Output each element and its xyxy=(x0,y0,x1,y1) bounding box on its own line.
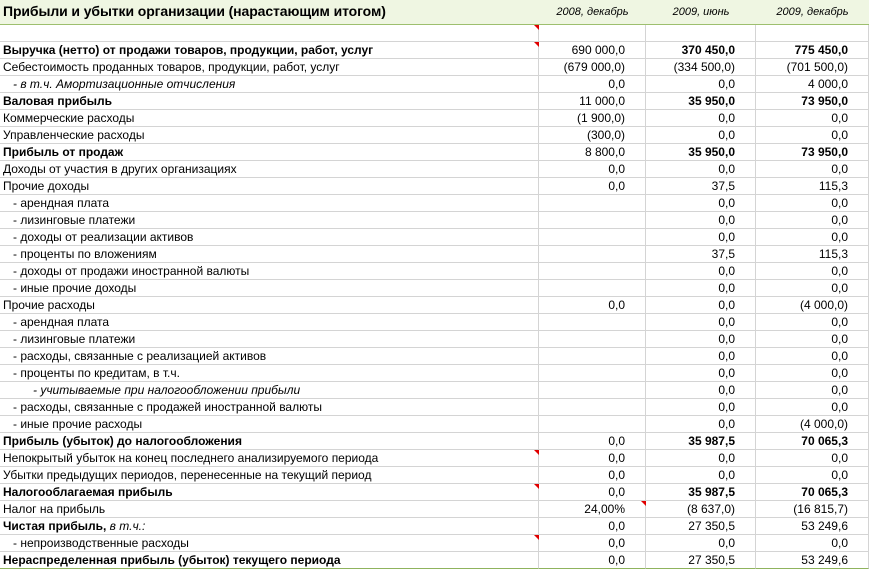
table-row xyxy=(0,161,869,178)
comment-indicator[interactable] xyxy=(534,484,539,489)
row-label[interactable]: - в т.ч. Амортизационные отчисления xyxy=(0,76,539,93)
value-2009-jun[interactable]: 0,0 xyxy=(646,161,756,178)
row-label[interactable]: Непокрытый убыток на конец последнего анализируемого периода xyxy=(0,450,539,467)
value-2009-dec[interactable]: 0,0 xyxy=(756,314,869,331)
value-2009-dec[interactable]: 0,0 xyxy=(756,450,869,467)
table-row xyxy=(0,59,869,76)
row-label[interactable]: - лизинговые платежи xyxy=(0,212,539,229)
row-label[interactable] xyxy=(0,518,539,535)
row-label[interactable]: Нераспределенная прибыль (убыток) текущего периода xyxy=(0,552,539,569)
value-2009-jun[interactable]: 0,0 xyxy=(646,535,756,552)
table-row xyxy=(0,348,869,365)
value-2009-jun[interactable]: 37,5 xyxy=(646,246,756,263)
value-2009-jun[interactable]: 0,0 xyxy=(646,280,756,297)
value-2008-dec[interactable]: 0,0 xyxy=(539,297,646,314)
value-2009-dec[interactable]: 0,0 xyxy=(756,331,869,348)
value-2009-dec[interactable]: 4 000,0 xyxy=(756,76,869,93)
row-label[interactable]: - учитываемые при налогообложении прибыли xyxy=(0,382,539,399)
value-2008-dec[interactable] xyxy=(539,212,646,229)
value-2009-jun[interactable]: 0,0 xyxy=(646,110,756,127)
value-2008-dec[interactable] xyxy=(539,416,646,433)
value-2009-dec[interactable]: 0,0 xyxy=(756,110,869,127)
table-row xyxy=(0,178,869,195)
period-header-3[interactable]: 2009, декабрь xyxy=(776,6,849,18)
value-2009-dec[interactable]: 0,0 xyxy=(756,280,869,297)
table-row xyxy=(0,246,869,263)
period-header-2[interactable]: 2009, июнь xyxy=(672,6,730,18)
report-header xyxy=(0,0,869,25)
value-2008-dec[interactable]: 0,0 xyxy=(539,450,646,467)
value-2009-jun[interactable]: 0,0 xyxy=(646,331,756,348)
value-2008-dec[interactable]: 8 800,0 xyxy=(539,144,646,161)
value-2008-dec[interactable]: 0,0 xyxy=(539,552,646,569)
value-2008-dec[interactable] xyxy=(539,365,646,382)
row-label[interactable]: Прочие расходы xyxy=(0,297,539,314)
value-2009-jun[interactable]: 0,0 xyxy=(646,195,756,212)
value-2008-dec[interactable]: 0,0 xyxy=(539,161,646,178)
row-label[interactable]: Прибыль от продаж xyxy=(0,144,539,161)
value-2009-jun[interactable]: 35 950,0 xyxy=(646,144,756,161)
value-2008-dec[interactable]: 0,0 xyxy=(539,178,646,195)
report-title: Прибыли и убытки организации (нарастающим итогом) xyxy=(3,3,386,19)
value-2009-jun[interactable]: 27 350,5 xyxy=(646,518,756,535)
row-label[interactable]: Прочие доходы xyxy=(0,178,539,195)
value-2009-dec[interactable]: (701 500,0) xyxy=(756,59,869,76)
period-header-1[interactable]: 2008, декабрь xyxy=(556,6,629,18)
value-2009-jun[interactable]: 0,0 xyxy=(646,297,756,314)
value-2008-dec[interactable]: 0,0 xyxy=(539,484,646,501)
value-2009-jun[interactable]: 35 987,5 xyxy=(646,433,756,450)
row-label[interactable]: Налог на прибыль xyxy=(0,501,539,518)
value-2009-dec[interactable]: (4 000,0) xyxy=(756,297,869,314)
table-row xyxy=(0,416,869,433)
value-2008-dec[interactable]: 690 000,0 xyxy=(539,42,646,59)
value-2008-dec[interactable]: 11 000,0 xyxy=(539,93,646,110)
value-2009-jun[interactable]: 0,0 xyxy=(646,382,756,399)
value-2009-jun[interactable]: 0,0 xyxy=(646,416,756,433)
value-cell[interactable] xyxy=(539,25,646,42)
value-2008-dec[interactable]: 0,0 xyxy=(539,467,646,484)
value-2009-dec[interactable]: 0,0 xyxy=(756,212,869,229)
value-2008-dec[interactable] xyxy=(539,229,646,246)
value-2009-dec[interactable]: 0,0 xyxy=(756,399,869,416)
row-label[interactable]: - иные прочие расходы xyxy=(0,416,539,433)
value-cell[interactable] xyxy=(756,25,869,42)
row-label[interactable]: - арендная плата xyxy=(0,195,539,212)
value-2008-dec[interactable]: 24,00% xyxy=(539,501,646,518)
value-2008-dec[interactable]: (300,0) xyxy=(539,127,646,144)
table-row xyxy=(0,127,869,144)
table-row xyxy=(0,195,869,212)
value-2008-dec[interactable]: 0,0 xyxy=(539,518,646,535)
value-2009-jun[interactable]: 35 987,5 xyxy=(646,484,756,501)
value-2009-dec[interactable]: 0,0 xyxy=(756,195,869,212)
table-row xyxy=(0,450,869,467)
value-2008-dec[interactable] xyxy=(539,399,646,416)
value-2009-dec[interactable]: 0,0 xyxy=(756,348,869,365)
comment-indicator[interactable] xyxy=(534,535,539,540)
table-row xyxy=(0,501,869,518)
row-label[interactable]: - непроизводственные расходы xyxy=(0,535,539,552)
table-row xyxy=(0,331,869,348)
value-2009-dec[interactable]: 0,0 xyxy=(756,161,869,178)
row-label[interactable]: Коммерческие расходы xyxy=(0,110,539,127)
value-2009-jun[interactable]: 0,0 xyxy=(646,399,756,416)
value-2009-jun[interactable]: 0,0 xyxy=(646,127,756,144)
table-row xyxy=(0,433,869,450)
row-label[interactable]: Управленческие расходы xyxy=(0,127,539,144)
value-2009-dec[interactable]: 73 950,0 xyxy=(756,93,869,110)
table-row xyxy=(0,535,869,552)
value-2009-jun[interactable]: 35 950,0 xyxy=(646,93,756,110)
value-2008-dec[interactable]: (1 900,0) xyxy=(539,110,646,127)
value-2009-jun[interactable]: 370 450,0 xyxy=(646,42,756,59)
table-row xyxy=(0,518,869,535)
table-row xyxy=(0,144,869,161)
table-row xyxy=(0,484,869,501)
label-cell[interactable] xyxy=(0,25,539,42)
value-2009-dec[interactable]: (4 000,0) xyxy=(756,416,869,433)
comment-indicator[interactable] xyxy=(641,501,646,506)
row-label[interactable]: Прибыль (убыток) до налогообложения xyxy=(0,433,539,450)
comment-indicator[interactable] xyxy=(534,25,539,30)
value-2008-dec[interactable] xyxy=(539,314,646,331)
value-2009-jun[interactable]: 0,0 xyxy=(646,348,756,365)
value-2009-jun[interactable]: 0,0 xyxy=(646,365,756,382)
row-label[interactable]: Выручка (нетто) от продажи товаров, продукции, работ, услуг xyxy=(0,42,539,59)
value-2008-dec[interactable] xyxy=(539,246,646,263)
value-cell[interactable] xyxy=(646,25,756,42)
value-2008-dec[interactable] xyxy=(539,280,646,297)
value-2009-dec[interactable]: 0,0 xyxy=(756,229,869,246)
table-row xyxy=(0,280,869,297)
value-2008-dec[interactable]: 0,0 xyxy=(539,433,646,450)
value-2009-dec[interactable]: 0,0 xyxy=(756,127,869,144)
row-label-suffix: в т.ч.: xyxy=(106,519,146,533)
row-label[interactable]: - доходы от реализации активов xyxy=(0,229,539,246)
value-2009-dec[interactable]: 0,0 xyxy=(756,365,869,382)
value-2009-dec[interactable]: 0,0 xyxy=(756,263,869,280)
row-label[interactable]: Убытки предыдущих периодов, перенесенные на текущий период xyxy=(0,467,539,484)
table-row xyxy=(0,314,869,331)
blank-row xyxy=(0,25,869,42)
row-label[interactable]: Доходы от участия в других организациях xyxy=(0,161,539,178)
value-2008-dec[interactable] xyxy=(539,195,646,212)
row-label[interactable]: Валовая прибыль xyxy=(0,93,539,110)
value-2009-dec[interactable]: 775 450,0 xyxy=(756,42,869,59)
value-2009-jun[interactable]: 37,5 xyxy=(646,178,756,195)
value-2009-dec[interactable]: 53 249,6 xyxy=(756,518,869,535)
value-2008-dec[interactable] xyxy=(539,331,646,348)
value-2009-jun[interactable]: 0,0 xyxy=(646,76,756,93)
table-row xyxy=(0,42,869,59)
table-row xyxy=(0,263,869,280)
row-label[interactable]: - проценты по вложениям xyxy=(0,246,539,263)
table-row xyxy=(0,552,869,569)
table-row xyxy=(0,76,869,93)
value-2009-dec[interactable]: 115,3 xyxy=(756,246,869,263)
value-2009-jun[interactable]: 0,0 xyxy=(646,212,756,229)
table-row xyxy=(0,365,869,382)
row-label[interactable]: - расходы, связанные с продажей иностранной валюты xyxy=(0,399,539,416)
value-2009-jun[interactable]: 27 350,5 xyxy=(646,552,756,569)
row-label[interactable]: - расходы, связанные с реализацией активов xyxy=(0,348,539,365)
row-label[interactable]: - иные прочие доходы xyxy=(0,280,539,297)
row-label-main: Чистая прибыль, xyxy=(3,519,107,533)
row-label[interactable]: - проценты по кредитам, в т.ч. xyxy=(0,365,539,382)
value-2009-dec[interactable]: 70 065,3 xyxy=(756,484,869,501)
value-2008-dec[interactable] xyxy=(539,382,646,399)
value-2009-jun[interactable]: 0,0 xyxy=(646,263,756,280)
table-row xyxy=(0,467,869,484)
value-2009-dec[interactable]: 0,0 xyxy=(756,382,869,399)
value-2009-jun[interactable]: (334 500,0) xyxy=(646,59,756,76)
value-2008-dec[interactable]: 0,0 xyxy=(539,76,646,93)
row-label[interactable]: - лизинговые платежи xyxy=(0,331,539,348)
table-row xyxy=(0,110,869,127)
row-label[interactable]: - доходы от продажи иностранной валюты xyxy=(0,263,539,280)
row-label[interactable]: - арендная плата xyxy=(0,314,539,331)
value-2008-dec[interactable] xyxy=(539,348,646,365)
value-2009-jun[interactable]: 0,0 xyxy=(646,229,756,246)
value-2009-dec[interactable]: 73 950,0 xyxy=(756,144,869,161)
table-row xyxy=(0,212,869,229)
row-label[interactable]: Налогооблагаемая прибыль xyxy=(0,484,539,501)
table-row xyxy=(0,93,869,110)
table-row xyxy=(0,297,869,314)
value-2009-jun[interactable]: 0,0 xyxy=(646,314,756,331)
value-2008-dec[interactable]: 0,0 xyxy=(539,535,646,552)
value-2009-dec[interactable]: 70 065,3 xyxy=(756,433,869,450)
table-row xyxy=(0,382,869,399)
value-2009-dec[interactable]: 53 249,6 xyxy=(756,552,869,569)
table-row xyxy=(0,229,869,246)
value-2009-jun[interactable]: 0,0 xyxy=(646,450,756,467)
value-2009-jun[interactable]: 0,0 xyxy=(646,467,756,484)
value-2009-dec[interactable]: 115,3 xyxy=(756,178,869,195)
comment-indicator[interactable] xyxy=(534,42,539,47)
comment-indicator[interactable] xyxy=(534,450,539,455)
value-2008-dec[interactable]: (679 000,0) xyxy=(539,59,646,76)
value-2009-dec[interactable]: 0,0 xyxy=(756,535,869,552)
table-row xyxy=(0,399,869,416)
value-2009-dec[interactable]: (16 815,7) xyxy=(756,501,869,518)
row-label[interactable]: Себестоимость проданных товаров, продукции, работ, услуг xyxy=(0,59,539,76)
value-2008-dec[interactable] xyxy=(539,263,646,280)
value-2009-jun[interactable]: (8 637,0) xyxy=(646,501,756,518)
value-2009-dec[interactable]: 0,0 xyxy=(756,467,869,484)
